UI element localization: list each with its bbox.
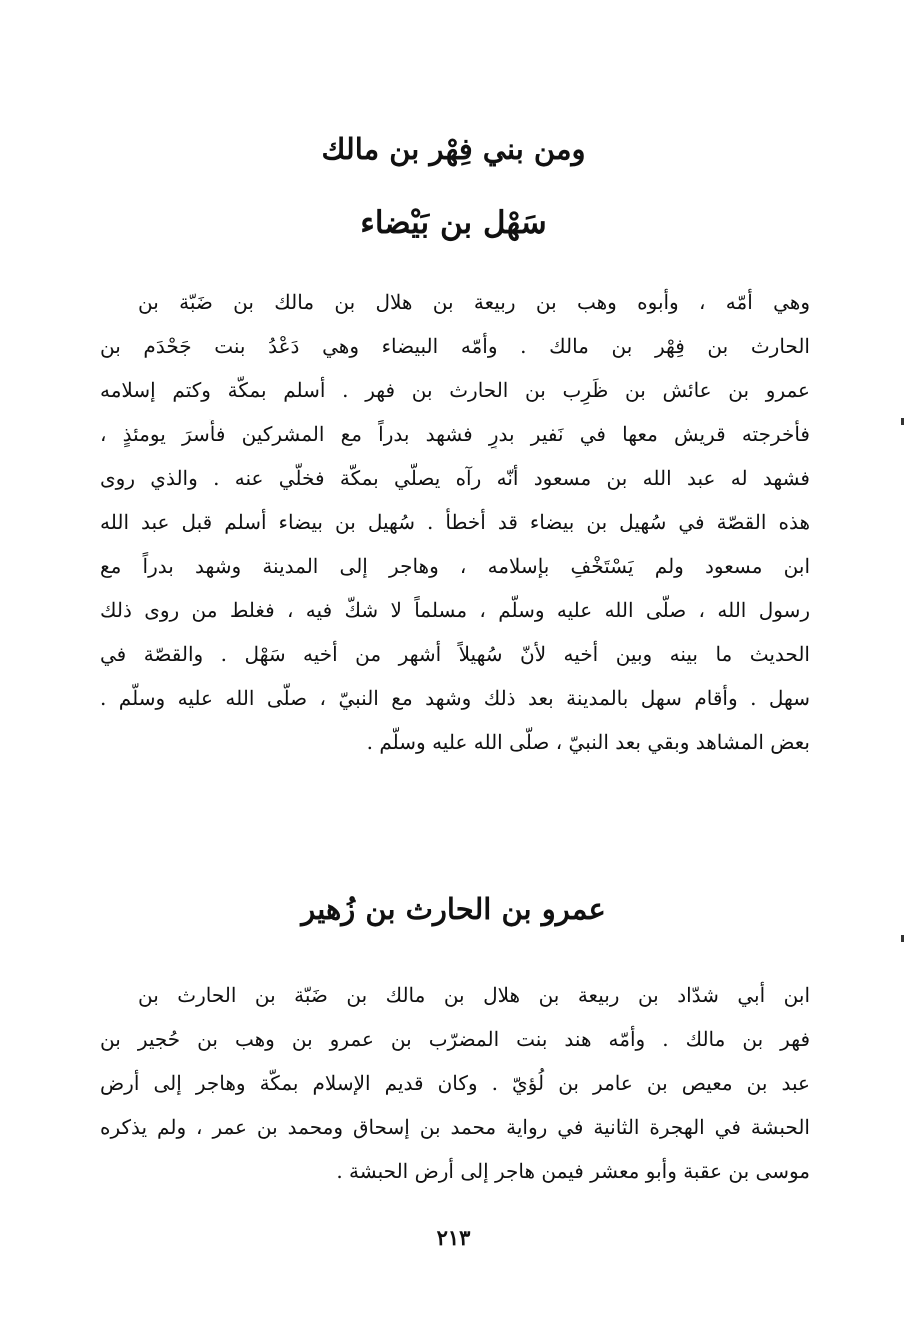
entry-paragraph-sahl (100, 287, 810, 754)
text-line: فهر بن مالك . وأمّه هند بنت المضرّب بن عمرو بن وهب بن حُجير بن (100, 1027, 810, 1051)
text-line: رسول الله ، صلّى الله عليه وسلّم ، مسلماً لا شكّ فيه ، فغلط من روى ذلك (100, 598, 810, 622)
entry-paragraph-amr (100, 980, 810, 1200)
text-line: وهي أمّه ، وأبوه وهب بن ربيعة بن هلال بن مالك بن ضَبّة بن (138, 290, 810, 314)
section-heading-tribe: ومن بني فِهْر بن مالك (321, 132, 586, 166)
text-line: الحديث ما بينه وبين أخيه لأنّ سُهيلاً أشهر من أخيه سَهْل . والقصّة في (100, 642, 810, 666)
text-line: هذه القصّة في سُهيل بن بيضاء قد أخطأ . سُهيل بن بيضاء أسلم قبل عبد الله (100, 510, 810, 534)
scan-mark (901, 418, 904, 425)
text-line: موسى بن عقبة وأبو معشر فيمن هاجر إلى أرض الحبشة . (336, 1159, 810, 1183)
text-line: ابن أبي شدّاد بن ربيعة بن هلال بن مالك بن ضَبّة بن الحارث بن (138, 983, 810, 1007)
text-line: الحارث بن فِهْر بن مالك . وأمّه البيضاء وهي دَعْدُ بنت جَحْدَم بن (100, 334, 810, 358)
scan-mark (901, 935, 904, 942)
entry-heading-amr: عمرو بن الحارث بن زُهير (301, 892, 606, 926)
entry-heading-sahl: سَهْل بن بَيْضاء (360, 205, 547, 241)
text-line: ابن مسعود ولم يَسْتَخْفِ بإسلامه ، وهاجر إلى المدينة وشهد بدراً مع (100, 554, 810, 578)
text-line: الحبشة في الهجرة الثانية في رواية محمد بن إسحاق ومحمد بن عمر ، ولم يذكره (100, 1115, 810, 1139)
text-line: فأخرجته قريش معها في نَفير بدرٍ فشهد بدراً مع المشركين فأُسرَ يومئذٍ ، (100, 422, 810, 446)
text-line: عمرو بن عائش بن ظَرِب بن الحارث بن فهر . أسلم بمكّة وكتم إسلامه (100, 378, 810, 402)
text-line: بعض المشاهد وبقي بعد النبيّ ، صلّى الله عليه وسلّم . (366, 730, 810, 754)
text-line: فشهد له عبد الله بن مسعود أنّه رآه يصلّي بمكّة فخلّي عنه . والذي روى (100, 466, 810, 490)
text-line: عبد بن معيص بن عامر بن لُؤيّ . وكان قديم الإسلام بمكّة وهاجر إلى أرض (100, 1071, 810, 1095)
text-line: سهل . وأقام سهل بالمدينة بعد ذلك وشهد مع النبيّ ، صلّى الله عليه وسلّم . (100, 686, 810, 710)
page-number: ٢١٣ (436, 1225, 471, 1250)
